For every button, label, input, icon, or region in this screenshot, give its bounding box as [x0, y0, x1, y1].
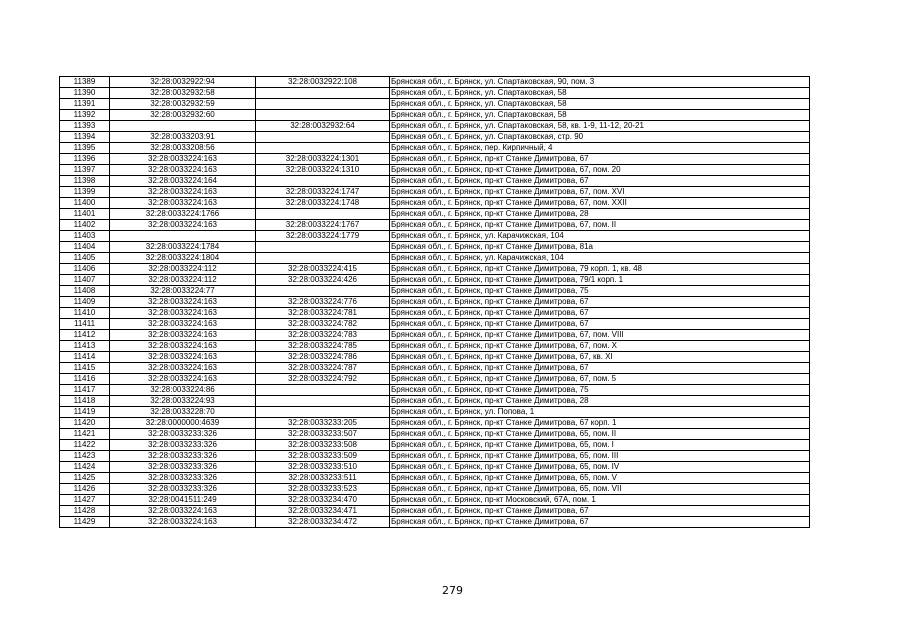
table-row	[60, 154, 810, 165]
row-number-cell: 11416	[60, 374, 110, 385]
table-row	[60, 121, 810, 132]
parent-cadastral-number-cell: 32:28:0033224:792	[256, 374, 390, 385]
parent-cadastral-number-cell: 32:28:0033233:205	[256, 418, 390, 429]
parent-cadastral-number-cell: 32:28:0033224:783	[256, 330, 390, 341]
table-row	[60, 330, 810, 341]
cadastral-number-cell: 32:28:0033233:326	[110, 451, 256, 462]
registry-table	[59, 76, 810, 528]
row-number-cell: 11420	[60, 418, 110, 429]
address-cell: Брянская обл., г. Брянск, пр-кт Станке Димитрова, 65, пом. VII	[390, 484, 810, 495]
address-cell: Брянская обл., г. Брянск, пр-кт Станке Димитрова, 65, пом. I	[390, 440, 810, 451]
address-cell: Брянская обл., г. Брянск, ул. Спартаковская, 58	[390, 88, 810, 99]
address-cell: Брянская обл., г. Брянск, пр-кт Станке Димитрова, 75	[390, 286, 810, 297]
address-cell: Брянская обл., г. Брянск, пр-кт Станке Димитрова, 79/1 корп. 1	[390, 275, 810, 286]
row-number-cell: 11415	[60, 363, 110, 374]
cadastral-number-cell: 32:28:0033233:326	[110, 484, 256, 495]
parent-cadastral-number-cell	[256, 132, 390, 143]
parent-cadastral-number-cell: 32:28:0033234:472	[256, 517, 390, 528]
parent-cadastral-number-cell	[256, 209, 390, 220]
parent-cadastral-number-cell	[256, 286, 390, 297]
address-cell: Брянская обл., г. Брянск, пр-кт Станке Димитрова, 67, пом. 5	[390, 374, 810, 385]
cadastral-number-cell: 32:28:0033203:91	[110, 132, 256, 143]
cadastral-number-cell: 32:28:0033224:163	[110, 319, 256, 330]
parent-cadastral-number-cell: 32:28:0033233:523	[256, 484, 390, 495]
table-row	[60, 451, 810, 462]
row-number-cell: 11418	[60, 396, 110, 407]
row-number-cell: 11411	[60, 319, 110, 330]
row-number-cell: 11427	[60, 495, 110, 506]
registry-table-body	[60, 77, 810, 528]
cadastral-number-cell: 32:28:0033233:326	[110, 462, 256, 473]
address-cell: Брянская обл., г. Брянск, пр-кт Станке Димитрова, 67	[390, 308, 810, 319]
cadastral-number-cell: 32:28:0032922:94	[110, 77, 256, 88]
table-row	[60, 374, 810, 385]
parent-cadastral-number-cell: 32:28:0033224:1747	[256, 187, 390, 198]
parent-cadastral-number-cell: 32:28:0033224:1779	[256, 231, 390, 242]
cadastral-number-cell: 32:28:0032932:58	[110, 88, 256, 99]
cadastral-number-cell: 32:28:0033224:163	[110, 308, 256, 319]
address-cell: Брянская обл., г. Брянск, пр-кт Станке Димитрова, 67, пом. 20	[390, 165, 810, 176]
row-number-cell: 11397	[60, 165, 110, 176]
parent-cadastral-number-cell: 32:28:0033224:787	[256, 363, 390, 374]
cadastral-number-cell	[110, 231, 256, 242]
table-row	[60, 187, 810, 198]
parent-cadastral-number-cell: 32:28:0033224:785	[256, 341, 390, 352]
address-cell: Брянская обл., г. Брянск, ул. Спартаковская, 58, кв. 1-9, 11-12, 20-21	[390, 121, 810, 132]
table-row	[60, 473, 810, 484]
table-row	[60, 88, 810, 99]
parent-cadastral-number-cell	[256, 143, 390, 154]
cadastral-number-cell: 32:28:0000000:4639	[110, 418, 256, 429]
table-row	[60, 385, 810, 396]
cadastral-number-cell: 32:28:0033224:1804	[110, 253, 256, 264]
row-number-cell: 11409	[60, 297, 110, 308]
parent-cadastral-number-cell: 32:28:0033234:471	[256, 506, 390, 517]
address-cell: Брянская обл., г. Брянск, ул. Спартаковская, стр. 90	[390, 132, 810, 143]
row-number-cell: 11414	[60, 352, 110, 363]
parent-cadastral-number-cell	[256, 396, 390, 407]
parent-cadastral-number-cell: 32:28:0033233:508	[256, 440, 390, 451]
table-row	[60, 110, 810, 121]
address-cell: Брянская обл., г. Брянск, пр-кт Станке Димитрова, 67	[390, 176, 810, 187]
table-row	[60, 264, 810, 275]
parent-cadastral-number-cell: 32:28:0033224:776	[256, 297, 390, 308]
row-number-cell: 11394	[60, 132, 110, 143]
cadastral-number-cell: 32:28:0033233:326	[110, 473, 256, 484]
address-cell: Брянская обл., г. Брянск, пр-кт Станке Димитрова, 65, пом. III	[390, 451, 810, 462]
address-cell: Брянская обл., г. Брянск, ул. Карачижская, 104	[390, 231, 810, 242]
table-row	[60, 407, 810, 418]
cadastral-number-cell: 32:28:0033224:163	[110, 220, 256, 231]
row-number-cell: 11389	[60, 77, 110, 88]
row-number-cell: 11429	[60, 517, 110, 528]
row-number-cell: 11393	[60, 121, 110, 132]
table-row	[60, 209, 810, 220]
table-row	[60, 198, 810, 209]
cadastral-number-cell: 32:28:0032932:60	[110, 110, 256, 121]
cadastral-number-cell: 32:28:0033224:1784	[110, 242, 256, 253]
parent-cadastral-number-cell: 32:28:0033233:510	[256, 462, 390, 473]
table-row	[60, 99, 810, 110]
row-number-cell: 11399	[60, 187, 110, 198]
parent-cadastral-number-cell: 32:28:0033233:511	[256, 473, 390, 484]
table-row	[60, 396, 810, 407]
cadastral-number-cell: 32:28:0033224:1766	[110, 209, 256, 220]
cadastral-number-cell: 32:28:0033224:164	[110, 176, 256, 187]
parent-cadastral-number-cell: 32:28:0032932:64	[256, 121, 390, 132]
table-row	[60, 506, 810, 517]
table-row	[60, 319, 810, 330]
cadastral-number-cell: 32:28:0033224:163	[110, 352, 256, 363]
address-cell: Брянская обл., г. Брянск, пр-кт Станке Димитрова, 81а	[390, 242, 810, 253]
row-number-cell: 11401	[60, 209, 110, 220]
parent-cadastral-number-cell	[256, 253, 390, 264]
row-number-cell: 11417	[60, 385, 110, 396]
table-row	[60, 429, 810, 440]
cadastral-number-cell: 32:28:0033224:163	[110, 341, 256, 352]
address-cell: Брянская обл., г. Брянск, ул. Попова, 1	[390, 407, 810, 418]
cadastral-number-cell: 32:28:0033224:163	[110, 363, 256, 374]
row-number-cell: 11426	[60, 484, 110, 495]
cadastral-number-cell: 32:28:0033208:56	[110, 143, 256, 154]
address-cell: Брянская обл., г. Брянск, пр-кт Станке Димитрова, 67	[390, 517, 810, 528]
address-cell: Брянская обл., г. Брянск, пр-кт Станке Димитрова, 28	[390, 396, 810, 407]
address-cell: Брянская обл., г. Брянск, пр-кт Станке Димитрова, 67	[390, 319, 810, 330]
page-number: 279	[442, 584, 463, 597]
cadastral-number-cell: 32:28:0033224:163	[110, 330, 256, 341]
parent-cadastral-number-cell: 32:28:0033224:781	[256, 308, 390, 319]
address-cell: Брянская обл., г. Брянск, пр-кт Станке Димитрова, 67 корп. 1	[390, 418, 810, 429]
table-row	[60, 517, 810, 528]
parent-cadastral-number-cell	[256, 176, 390, 187]
table-row	[60, 341, 810, 352]
table-row	[60, 77, 810, 88]
address-cell: Брянская обл., г. Брянск, пер. Кирпичный, 4	[390, 143, 810, 154]
parent-cadastral-number-cell: 32:28:0032922:108	[256, 77, 390, 88]
address-cell: Брянская обл., г. Брянск, пр-кт Станке Димитрова, 67	[390, 506, 810, 517]
row-number-cell: 11398	[60, 176, 110, 187]
address-cell: Брянская обл., г. Брянск, пр-кт Станке Димитрова, 65, пом. IV	[390, 462, 810, 473]
address-cell: Брянская обл., г. Брянск, пр-кт Станке Димитрова, 79 корп. 1, кв. 48	[390, 264, 810, 275]
address-cell: Брянская обл., г. Брянск, ул. Спартаковская, 90, пом. 3	[390, 77, 810, 88]
address-cell: Брянская обл., г. Брянск, ул. Спартаковская, 58	[390, 99, 810, 110]
parent-cadastral-number-cell	[256, 407, 390, 418]
address-cell: Брянская обл., г. Брянск, пр-кт Станке Димитрова, 67, пом. VIII	[390, 330, 810, 341]
row-number-cell: 11428	[60, 506, 110, 517]
cadastral-number-cell: 32:28:0033233:326	[110, 429, 256, 440]
address-cell: Брянская обл., г. Брянск, пр-кт Станке Димитрова, 75	[390, 385, 810, 396]
row-number-cell: 11391	[60, 99, 110, 110]
cadastral-number-cell: 32:28:0033224:163	[110, 517, 256, 528]
cadastral-number-cell: 32:28:0033224:77	[110, 286, 256, 297]
cadastral-number-cell: 32:28:0033224:163	[110, 165, 256, 176]
table-row	[60, 462, 810, 473]
cadastral-number-cell: 32:28:0033228:70	[110, 407, 256, 418]
parent-cadastral-number-cell	[256, 88, 390, 99]
parent-cadastral-number-cell	[256, 242, 390, 253]
table-row	[60, 308, 810, 319]
table-row	[60, 143, 810, 154]
row-number-cell: 11402	[60, 220, 110, 231]
parent-cadastral-number-cell	[256, 385, 390, 396]
cadastral-number-cell: 32:28:0033224:163	[110, 154, 256, 165]
row-number-cell: 11424	[60, 462, 110, 473]
address-cell: Брянская обл., г. Брянск, ул. Карачижская, 104	[390, 253, 810, 264]
table-row	[60, 297, 810, 308]
row-number-cell: 11419	[60, 407, 110, 418]
row-number-cell: 11405	[60, 253, 110, 264]
cadastral-number-cell: 32:28:0033224:112	[110, 264, 256, 275]
address-cell: Брянская обл., г. Брянск, ул. Спартаковская, 58	[390, 110, 810, 121]
table-row	[60, 231, 810, 242]
cadastral-number-cell: 32:28:0033224:93	[110, 396, 256, 407]
table-row	[60, 484, 810, 495]
table-row	[60, 132, 810, 143]
row-number-cell: 11392	[60, 110, 110, 121]
parent-cadastral-number-cell: 32:28:0033224:426	[256, 275, 390, 286]
address-cell: Брянская обл., г. Брянск, пр-кт Станке Димитрова, 65, пом. V	[390, 473, 810, 484]
parent-cadastral-number-cell: 32:28:0033224:1767	[256, 220, 390, 231]
table-row	[60, 176, 810, 187]
parent-cadastral-number-cell: 32:28:0033224:1301	[256, 154, 390, 165]
table-row	[60, 286, 810, 297]
cadastral-number-cell: 32:28:0041511:249	[110, 495, 256, 506]
address-cell: Брянская обл., г. Брянск, пр-кт Станке Димитрова, 67	[390, 363, 810, 374]
address-cell: Брянская обл., г. Брянск, пр-кт Станке Димитрова, 67	[390, 297, 810, 308]
address-cell: Брянская обл., г. Брянск, пр-кт Московский, 67А, пом. 1	[390, 495, 810, 506]
cadastral-number-cell: 32:28:0032932:59	[110, 99, 256, 110]
address-cell: Брянская обл., г. Брянск, пр-кт Станке Димитрова, 65, пом. II	[390, 429, 810, 440]
cadastral-number-cell	[110, 121, 256, 132]
row-number-cell: 11403	[60, 231, 110, 242]
row-number-cell: 11410	[60, 308, 110, 319]
row-number-cell: 11400	[60, 198, 110, 209]
cadastral-number-cell: 32:28:0033224:163	[110, 374, 256, 385]
row-number-cell: 11406	[60, 264, 110, 275]
row-number-cell: 11407	[60, 275, 110, 286]
table-row	[60, 495, 810, 506]
table-row	[60, 352, 810, 363]
row-number-cell: 11408	[60, 286, 110, 297]
parent-cadastral-number-cell	[256, 110, 390, 121]
row-number-cell: 11396	[60, 154, 110, 165]
address-cell: Брянская обл., г. Брянск, пр-кт Станке Димитрова, 67, пом. XXII	[390, 198, 810, 209]
parent-cadastral-number-cell: 32:28:0033224:1748	[256, 198, 390, 209]
parent-cadastral-number-cell: 32:28:0033234:470	[256, 495, 390, 506]
cadastral-number-cell: 32:28:0033224:163	[110, 198, 256, 209]
row-number-cell: 11423	[60, 451, 110, 462]
row-number-cell: 11412	[60, 330, 110, 341]
table-row	[60, 242, 810, 253]
parent-cadastral-number-cell: 32:28:0033224:786	[256, 352, 390, 363]
table-row	[60, 275, 810, 286]
cadastral-number-cell: 32:28:0033224:163	[110, 297, 256, 308]
cadastral-number-cell: 32:28:0033224:112	[110, 275, 256, 286]
parent-cadastral-number-cell	[256, 99, 390, 110]
address-cell: Брянская обл., г. Брянск, пр-кт Станке Димитрова, 67, пом. II	[390, 220, 810, 231]
parent-cadastral-number-cell: 32:28:0033224:415	[256, 264, 390, 275]
table-row	[60, 418, 810, 429]
address-cell: Брянская обл., г. Брянск, пр-кт Станке Димитрова, 67, кв. XI	[390, 352, 810, 363]
table-row	[60, 253, 810, 264]
address-cell: Брянская обл., г. Брянск, пр-кт Станке Димитрова, 67, пом. X	[390, 341, 810, 352]
row-number-cell: 11395	[60, 143, 110, 154]
table-row	[60, 165, 810, 176]
parent-cadastral-number-cell: 32:28:0033224:1310	[256, 165, 390, 176]
row-number-cell: 11413	[60, 341, 110, 352]
row-number-cell: 11404	[60, 242, 110, 253]
cadastral-number-cell: 32:28:0033224:163	[110, 187, 256, 198]
table-row	[60, 440, 810, 451]
row-number-cell: 11422	[60, 440, 110, 451]
table-row	[60, 220, 810, 231]
table-row	[60, 363, 810, 374]
row-number-cell: 11390	[60, 88, 110, 99]
cadastral-number-cell: 32:28:0033224:86	[110, 385, 256, 396]
address-cell: Брянская обл., г. Брянск, пр-кт Станке Димитрова, 67, пом. XVI	[390, 187, 810, 198]
cadastral-number-cell: 32:28:0033224:163	[110, 506, 256, 517]
cadastral-number-cell: 32:28:0033233:326	[110, 440, 256, 451]
row-number-cell: 11421	[60, 429, 110, 440]
address-cell: Брянская обл., г. Брянск, пр-кт Станке Димитрова, 67	[390, 154, 810, 165]
parent-cadastral-number-cell: 32:28:0033224:782	[256, 319, 390, 330]
parent-cadastral-number-cell: 32:28:0033233:509	[256, 451, 390, 462]
row-number-cell: 11425	[60, 473, 110, 484]
address-cell: Брянская обл., г. Брянск, пр-кт Станке Димитрова, 28	[390, 209, 810, 220]
parent-cadastral-number-cell: 32:28:0033233:507	[256, 429, 390, 440]
